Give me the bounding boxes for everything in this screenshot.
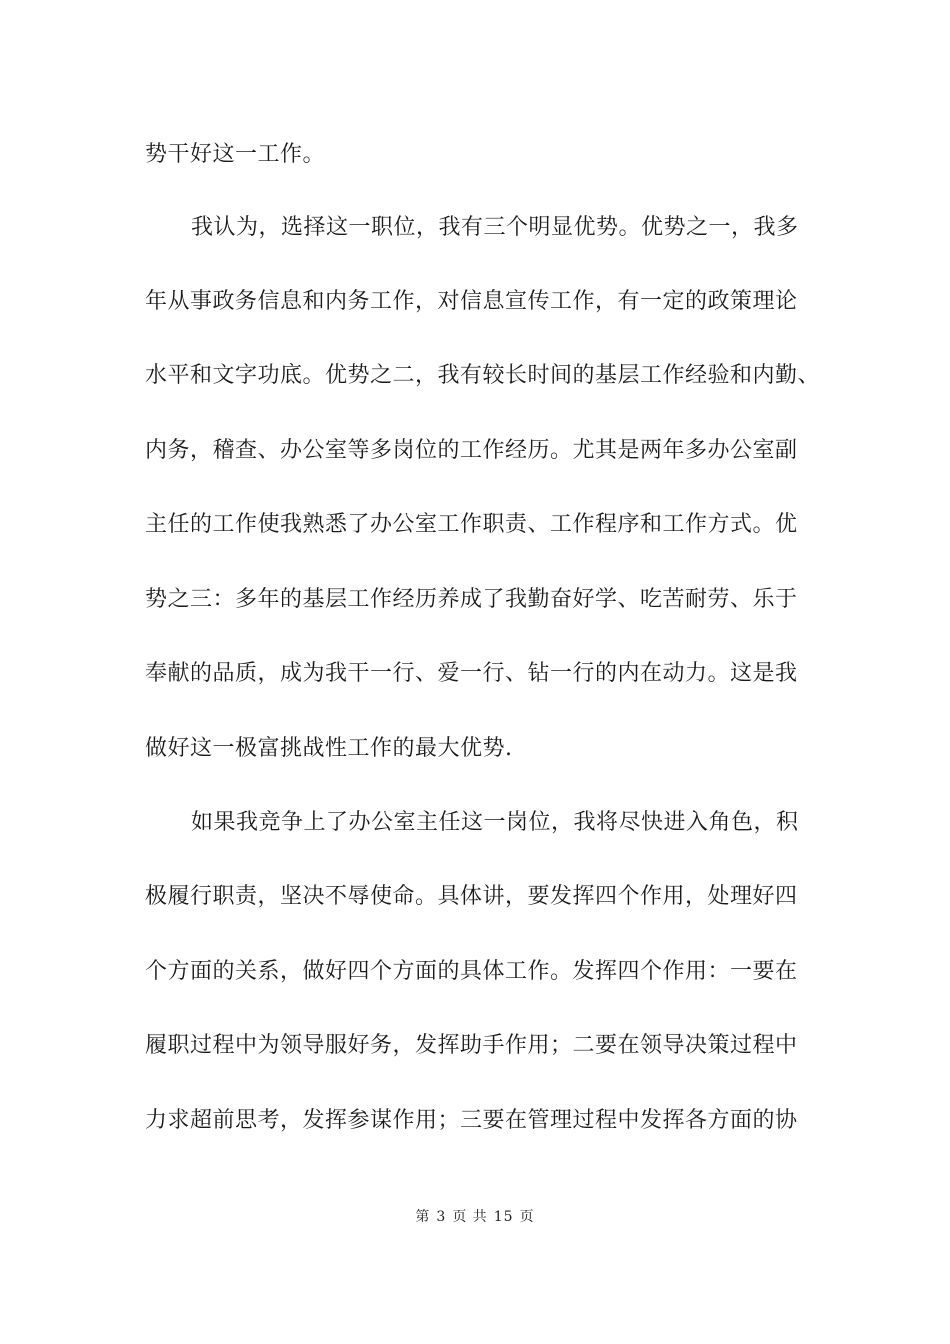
text-line: 水平和文字功底。优势之二，我有较长时间的基层工作经验和内勤、 [145,363,821,388]
total-page-count: 15 [493,1209,514,1225]
footer-suffix: 页 [519,1209,535,1225]
text-line: 个方面的关系，做好四个方面的具体工作。发挥四个作用：一要在 [145,959,798,984]
text-line: 力求超前思考，发挥参谋作用；三要在管理过程中发挥各方面的协 [145,1108,798,1133]
text-line: 做好这一极富挑战性工作的最大优势. [145,736,513,761]
text-line: 我认为，选择这一职位，我有三个明显优势。优势之一，我多 [191,215,799,240]
text-line: 势干好这一工作。 [145,142,326,167]
text-line: 内务，稽查、办公室等多岗位的工作经历。尤其是两年多办公室副 [145,438,798,463]
text-line: 主任的工作使我熟悉了办公室工作职责、工作程序和工作方式。优 [145,512,798,537]
text-line: 势之三：多年的基层工作经历养成了我勤奋好学、吃苦耐劳、乐于 [145,587,798,612]
text-line: 如果我竞争上了办公室主任这一岗位，我将尽快进入角色，积 [191,810,799,835]
text-line: 履职过程中为领导服好务，发挥助手作用；二要在领导决策过程中 [145,1033,798,1058]
text-line: 奉献的品质，成为我干一行、爱一行、钻一行的内在动力。这是我 [145,661,798,686]
current-page-number: 3 [436,1209,447,1225]
text-line: 极履行职责，坚决不辱使命。具体讲，要发挥四个作用，处理好四 [145,884,798,909]
footer-middle: 页 共 [452,1209,488,1225]
text-line: 年从事政务信息和内务工作，对信息宣传工作，有一定的政策理论 [145,289,798,314]
page-footer [0,1207,950,1227]
footer-prefix: 第 [415,1209,431,1225]
